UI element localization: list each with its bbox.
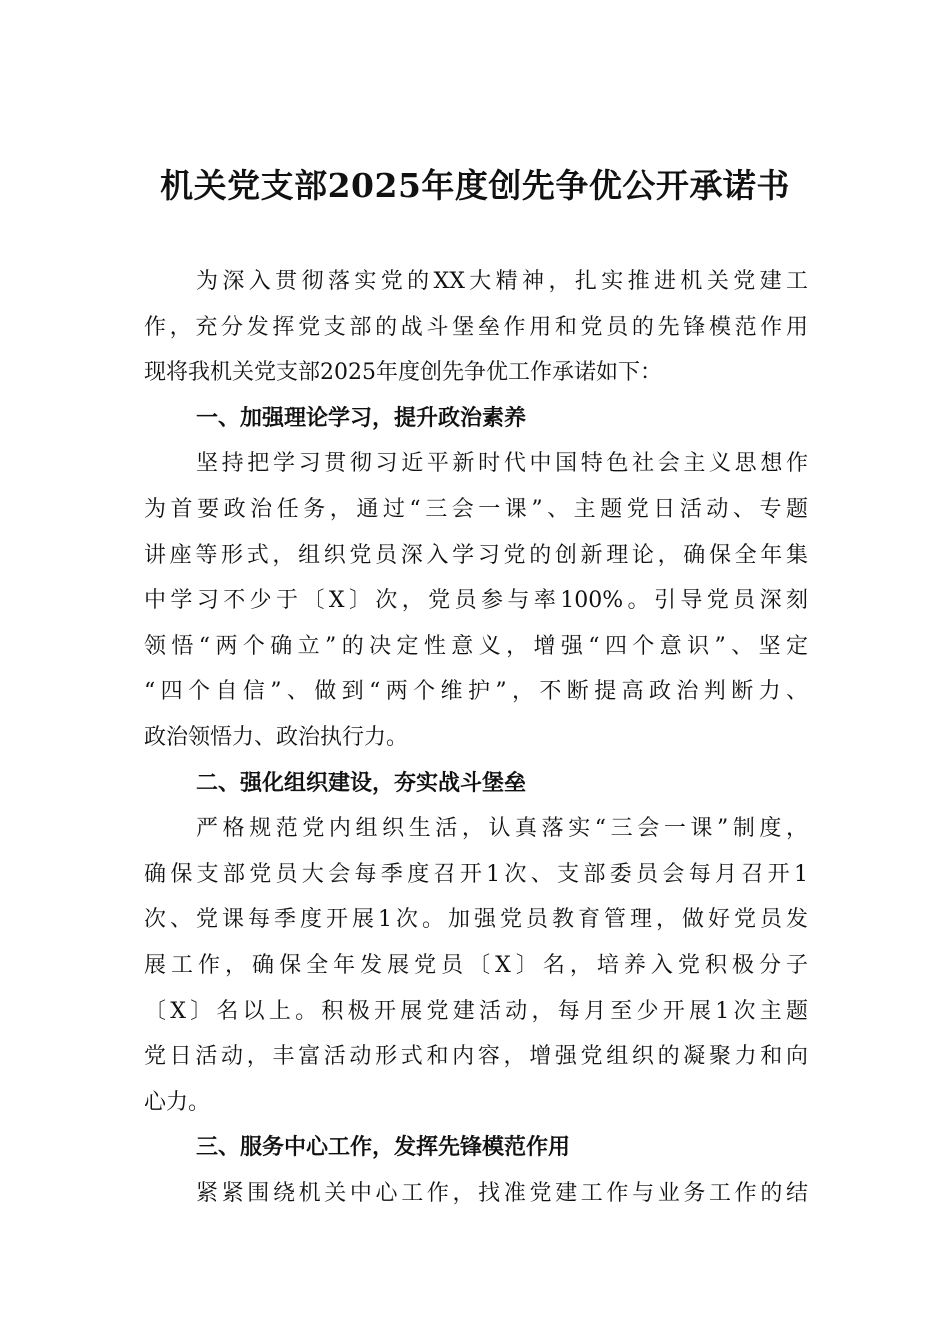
- paragraph-line: 紧紧围绕机关中心工作，找准党建工作与业务工作的结: [196, 1180, 808, 1206]
- paragraph-line: 政治领悟力、政治执行力。: [144, 724, 409, 750]
- paragraph-line: 党日活动，丰富活动形式和内容，增强党组织的凝聚力和向: [144, 1044, 808, 1070]
- paragraph-line: 讲座等形式，组织党员深入学习党的创新理论，确保全年集: [144, 542, 808, 568]
- paragraph-line: 为首要政治任务，通过“三会一课”、主题党日活动、专题: [144, 496, 808, 522]
- document-title: 机关党支部2025年度创先争优公开承诺书: [160, 166, 790, 205]
- section-heading: 三、服务中心工作，发挥先锋模范作用: [196, 1135, 571, 1161]
- intro-line: 为深入贯彻落实党的XX大精神，扎实推进机关党建工: [196, 269, 808, 294]
- paragraph-line: 严格规范党内组织生活，认真落实“三会一课”制度，: [196, 816, 808, 842]
- section-heading: 一、加强理论学习，提升政治素养: [196, 405, 527, 431]
- paragraph-line: 次、党课每季度开展1次。加强党员教育管理，做好党员发: [144, 907, 808, 933]
- paragraph-line: 〔X〕名以上。积极开展党建活动，每月至少开展1次主题: [144, 998, 808, 1024]
- intro-line: 现将我机关党支部2025年度创先争优工作承诺如下：: [144, 360, 662, 386]
- paragraph-line: 领悟“两个确立”的决定性意义，增强“四个意识”、坚定: [144, 633, 808, 659]
- section-heading: 二、强化组织建设，夯实战斗堡垒: [196, 770, 527, 796]
- paragraph-line: 坚持把学习贯彻习近平新时代中国特色社会主义思想作: [196, 451, 808, 477]
- paragraph-line: “四个自信”、做到“两个维护”，不断提高政治判断力、: [144, 679, 808, 705]
- paragraph-line: 展工作，确保全年发展党员〔X〕名，培养入党积极分子: [144, 952, 808, 978]
- paragraph-line: 确保支部党员大会每季度召开1次、支部委员会每月召开1: [144, 861, 808, 887]
- document-body: [144, 259, 808, 1216]
- intro-line: 作，充分发挥党支部的战斗堡垒作用和党员的先锋模范作用: [144, 314, 808, 340]
- paragraph-line: 中学习不少于〔X〕次，党员参与率100%。引导党员深刻: [144, 588, 808, 614]
- paragraph-line: 心力。: [144, 1089, 211, 1115]
